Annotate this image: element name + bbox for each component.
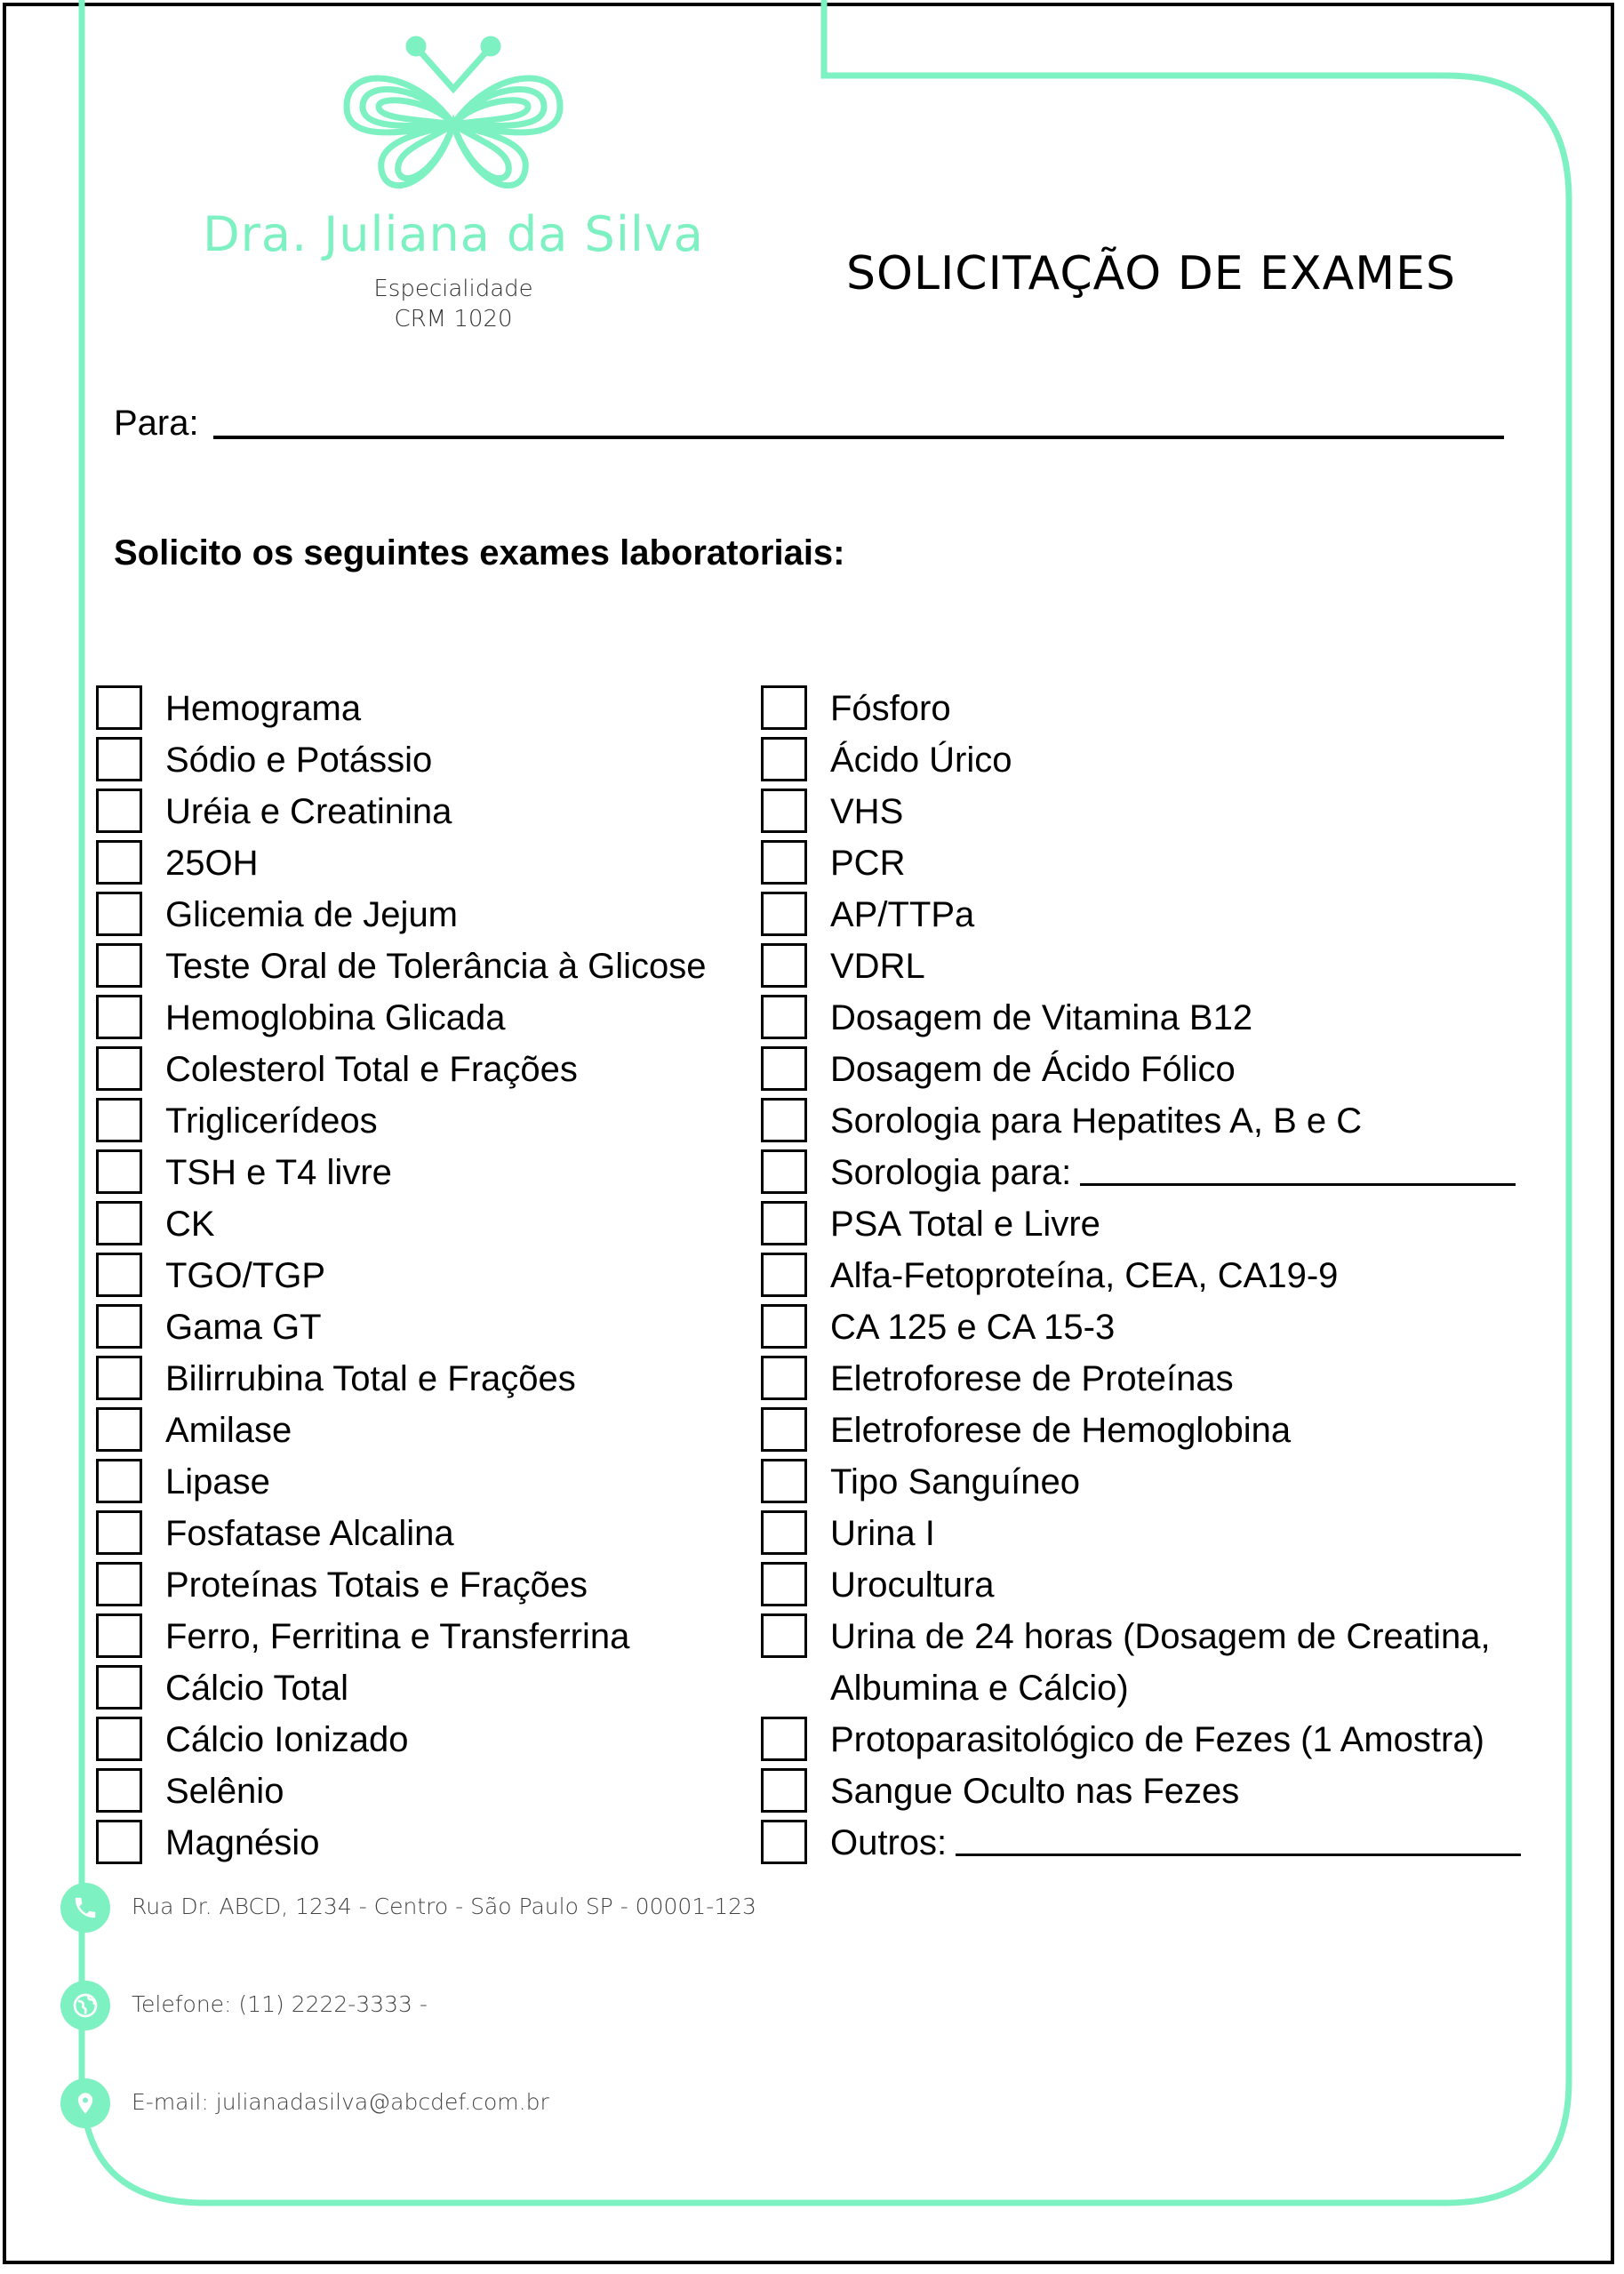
exam-label: Teste Oral de Tolerância à Glicose xyxy=(165,947,707,986)
exam-label: Tipo Sanguíneo xyxy=(830,1462,1080,1501)
checkbox[interactable] xyxy=(761,1304,807,1349)
phone-text: Telefone: (11) 2222-3333 - xyxy=(132,1991,428,2017)
exam-label: Fosfatase Alcalina xyxy=(165,1514,454,1553)
sorologia-fill-line[interactable] xyxy=(1080,1183,1516,1186)
doctor-crm: CRM 1020 xyxy=(394,306,513,332)
location-pin-icon xyxy=(60,2078,110,2128)
checkbox[interactable] xyxy=(761,685,807,730)
checkbox[interactable] xyxy=(96,1098,142,1142)
checkbox[interactable] xyxy=(761,1820,807,1864)
exam-label xyxy=(830,1147,1516,1198)
exam-item xyxy=(761,1198,1543,1250)
checkbox[interactable] xyxy=(761,1253,807,1297)
exam-item xyxy=(761,1508,1543,1559)
exam-label: AP/TTPa xyxy=(830,895,975,934)
exam-label: Sangue Oculto nas Fezes xyxy=(830,1772,1240,1811)
checkbox[interactable] xyxy=(761,943,807,988)
exam-label: 25OH xyxy=(165,844,259,883)
checkbox[interactable] xyxy=(761,1149,807,1194)
request-heading: Solicito os seguintes exames laboratoriais: xyxy=(114,533,845,573)
exam-label: Amilase xyxy=(165,1411,292,1450)
checkbox[interactable] xyxy=(96,995,142,1039)
exam-label: Sódio e Potássio xyxy=(165,741,433,780)
exam-item xyxy=(761,1147,1543,1198)
butterfly-icon xyxy=(320,27,587,204)
exam-item xyxy=(761,1714,1543,1766)
recipient-label: Para: xyxy=(114,404,199,443)
checkbox[interactable] xyxy=(96,943,142,988)
exam-label: Ferro, Ferritina e Transferrina xyxy=(165,1617,630,1656)
recipient-row xyxy=(114,396,1509,450)
checkbox[interactable] xyxy=(761,737,807,781)
checkbox[interactable] xyxy=(96,1717,142,1761)
exam-label xyxy=(830,1817,1521,1869)
exam-label: CA 125 e CA 15-3 xyxy=(830,1308,1116,1347)
exam-label: Fósforo xyxy=(830,689,951,728)
checkbox[interactable] xyxy=(96,1665,142,1710)
checkbox[interactable] xyxy=(761,1356,807,1400)
exam-label: Urocultura xyxy=(830,1565,995,1605)
exam-label: Eletroforese de Proteínas xyxy=(830,1359,1234,1398)
address-text: Rua Dr. ABCD, 1234 - Centro - São Paulo SP - 00001-123 xyxy=(132,1894,756,1919)
checkbox[interactable] xyxy=(96,1356,142,1400)
checkbox[interactable] xyxy=(96,789,142,833)
exam-item xyxy=(761,837,1543,889)
exam-label: Bilirrubina Total e Frações xyxy=(165,1359,576,1398)
checkbox[interactable] xyxy=(96,1407,142,1452)
exam-label: Dosagem de Vitamina B12 xyxy=(830,998,1253,1037)
checkbox[interactable] xyxy=(761,1046,807,1091)
exam-label: Colesterol Total e Frações xyxy=(165,1050,578,1089)
checkbox[interactable] xyxy=(96,1201,142,1245)
exam-item xyxy=(761,1353,1543,1405)
checkbox[interactable] xyxy=(761,892,807,936)
checkbox[interactable] xyxy=(96,1613,142,1658)
checkbox[interactable] xyxy=(761,1768,807,1813)
exam-label: Hemograma xyxy=(165,689,362,728)
exam-label: PCR xyxy=(830,844,906,883)
exam-item xyxy=(761,1250,1543,1301)
form-title: SOLICITAÇÃO DE EXAMES xyxy=(846,247,1456,300)
checkbox[interactable] xyxy=(761,1201,807,1245)
exam-item xyxy=(761,1456,1543,1508)
exam-item xyxy=(761,992,1543,1044)
exam-label: Ácido Úrico xyxy=(830,741,1012,780)
exam-item xyxy=(761,1301,1543,1353)
email-text: E-mail: julianadasilva@abcdef.com.br xyxy=(132,2089,549,2115)
exam-label: Protoparasitológico de Fezes (1 Amostra) xyxy=(830,1720,1484,1759)
contact-email xyxy=(60,2078,860,2132)
checkbox[interactable] xyxy=(761,1459,807,1503)
exam-item xyxy=(761,1095,1543,1147)
contact-address xyxy=(60,1883,860,1936)
exam-item xyxy=(761,889,1543,941)
checkbox[interactable] xyxy=(96,1304,142,1349)
exam-item xyxy=(761,941,1543,992)
exam-label: Triglicerídeos xyxy=(165,1101,378,1141)
checkbox[interactable] xyxy=(96,840,142,885)
checkbox[interactable] xyxy=(761,1510,807,1555)
checkbox[interactable] xyxy=(96,892,142,936)
exam-label: PSA Total e Livre xyxy=(830,1205,1100,1244)
exam-item xyxy=(761,1766,1543,1817)
checkbox[interactable] xyxy=(761,1613,807,1658)
exam-label-text: Outros: xyxy=(830,1823,948,1862)
exam-item xyxy=(761,1817,1543,1869)
checkbox[interactable] xyxy=(96,1253,142,1297)
exam-label: Magnésio xyxy=(165,1823,320,1862)
exam-label: Dosagem de Ácido Fólico xyxy=(830,1050,1236,1089)
exam-label: Hemoglobina Glicada xyxy=(165,998,506,1037)
recipient-line[interactable] xyxy=(213,436,1504,439)
doctor-name: Dra. Juliana da Silva xyxy=(203,206,704,262)
exam-item xyxy=(761,1044,1543,1095)
exam-item xyxy=(761,734,1543,786)
exam-list-right xyxy=(761,683,1543,1869)
checkbox[interactable] xyxy=(761,789,807,833)
checkbox[interactable] xyxy=(96,737,142,781)
outros-fill-line[interactable] xyxy=(956,1854,1521,1856)
checkbox[interactable] xyxy=(96,1046,142,1091)
checkbox[interactable] xyxy=(96,1562,142,1606)
exam-item xyxy=(761,1559,1543,1611)
exam-label: Urina de 24 horas (Dosagem de Creatina, Albumina e Cálcio) xyxy=(830,1617,1491,1708)
exam-label: Lipase xyxy=(165,1462,270,1501)
checkbox[interactable] xyxy=(761,1098,807,1142)
exam-label: Sorologia para Hepatites A, B e C xyxy=(830,1101,1363,1141)
exam-label: TSH e T4 livre xyxy=(165,1153,392,1192)
checkbox[interactable] xyxy=(761,1717,807,1761)
exam-item xyxy=(761,1405,1543,1456)
exam-label: Cálcio Total xyxy=(165,1669,349,1708)
contact-phone xyxy=(60,1981,860,2034)
exam-item xyxy=(761,683,1543,734)
exam-item xyxy=(761,1611,1543,1714)
checkbox[interactable] xyxy=(96,1149,142,1194)
checkbox[interactable] xyxy=(761,1562,807,1606)
exam-label: TGO/TGP xyxy=(165,1256,325,1295)
exam-label: Cálcio Ionizado xyxy=(165,1720,409,1759)
checkbox[interactable] xyxy=(96,1820,142,1864)
checkbox[interactable] xyxy=(761,1407,807,1452)
checkbox[interactable] xyxy=(96,1768,142,1813)
checkbox[interactable] xyxy=(761,995,807,1039)
checkbox[interactable] xyxy=(96,1510,142,1555)
exam-label: Urina I xyxy=(830,1514,935,1553)
exam-item xyxy=(761,786,1543,837)
checkbox[interactable] xyxy=(96,1459,142,1503)
exam-label: Gama GT xyxy=(165,1308,322,1347)
exam-label: VHS xyxy=(830,792,904,831)
exam-label: Alfa-Fetoproteína, CEA, CA19-9 xyxy=(830,1256,1339,1295)
exam-label: Proteínas Totais e Frações xyxy=(165,1565,588,1605)
exam-label: Eletroforese de Hemoglobina xyxy=(830,1411,1292,1450)
checkbox[interactable] xyxy=(761,840,807,885)
exam-label: Glicemia de Jejum xyxy=(165,895,459,934)
globe-icon xyxy=(60,1981,110,2030)
exam-label: CK xyxy=(165,1205,215,1244)
phone-icon xyxy=(60,1883,110,1933)
exam-label: Uréia e Creatinina xyxy=(165,792,452,831)
exam-label-text: Sorologia para: xyxy=(830,1153,1072,1192)
doctor-specialty: Especialidade xyxy=(373,276,533,302)
exam-label: Selênio xyxy=(165,1772,284,1811)
exam-label: VDRL xyxy=(830,947,925,986)
checkbox[interactable] xyxy=(96,685,142,730)
